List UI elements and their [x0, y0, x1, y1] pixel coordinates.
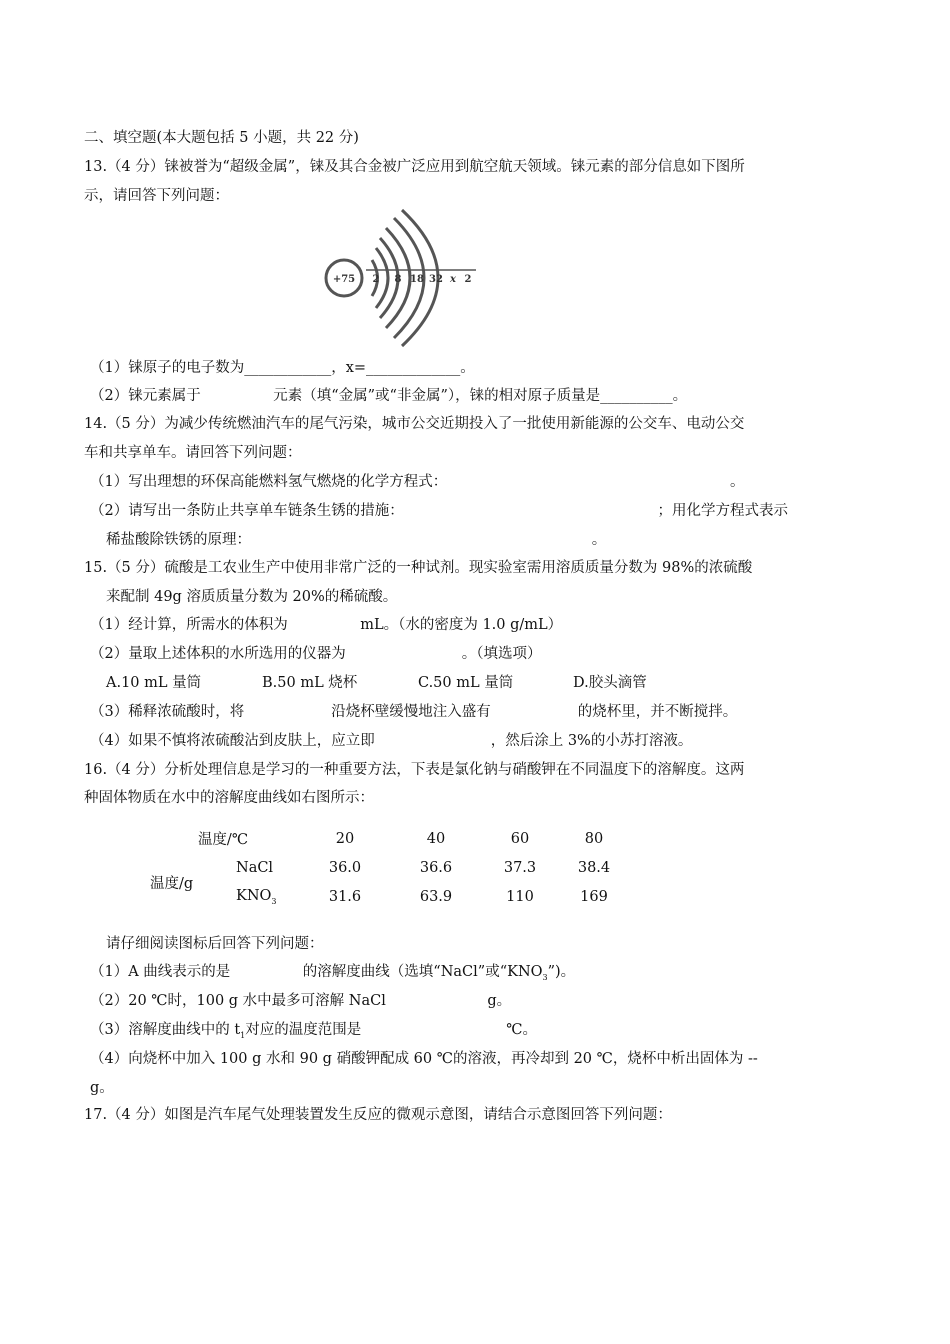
table-header-cell: 60: [510, 830, 530, 847]
nucleus-charge: +75: [332, 274, 356, 285]
q16-intro: 请仔细阅读图标后回答下列问题：: [106, 936, 324, 952]
table-header-cell: 40: [426, 830, 446, 847]
shell-label-3: 18: [410, 274, 424, 285]
q15-stem-line2: 来配制 49g 溶质质量分数为 20%的稀硫酸。: [106, 589, 398, 605]
table-row: [150, 824, 626, 853]
table-cell: 110: [506, 888, 534, 905]
table-cell: 38.4: [577, 859, 611, 876]
q16-stem-line2: 种固体物质在水中的溶解度曲线如右图所示：: [84, 790, 374, 806]
q17-stem: 17.（4 分）如图是汽车尾气处理装置发生反应的微观示意图，请结合示意图回答下列问题：: [84, 1107, 672, 1123]
q14-stem-line1: 14.（5 分）为减少传统燃油汽车的尾气污染，城市公交近期投入了一批使用新能源的公交车、电动公交: [84, 416, 745, 432]
table-cell: 37.3: [503, 859, 537, 876]
shell-label-4: 32: [429, 274, 443, 285]
q14-stem-line2: 车和共享单车。请回答下列问题：: [84, 445, 302, 461]
table-row: [150, 882, 626, 911]
q15-sub1: （1）经计算，所需水的体积为 mL。（水的密度为 1.0 g/mL）: [90, 617, 563, 633]
q14-sub2: （2）请写出一条防止共享单车链条生锈的措施： ；用化学方程式表示: [90, 503, 788, 519]
q16-sub2: （2）20 ℃时，100 g 水中最多可溶解 NaCl g。: [90, 993, 512, 1009]
table-header-cell: 80: [584, 830, 604, 847]
q16-sub3: （3）溶解度曲线中的 $t_1$对应的温度范围是 ℃。: [90, 1022, 537, 1040]
shell-label-6: 2: [464, 274, 472, 285]
table-cell: 36.6: [419, 859, 453, 876]
table-cell: 31.6: [328, 888, 362, 905]
table-row-label: $KNO_3$: [236, 887, 277, 906]
shell-label-1: 2: [372, 274, 380, 285]
q16-sub4: （4）向烧杯中加入 100 g 水和 90 g 硝酸钾配成 60 ℃的溶液，再冷却到 20 ℃，烧杯中析出固体为 --: [90, 1051, 758, 1067]
q16-sub1: （1）A 曲线表示的是 的溶解度曲线（选填“NaCl”或“$KNO_3$”)。: [90, 964, 576, 982]
q15-sub2: （2）量取上述体积的水所选用的仪器为 。（填选项）: [90, 646, 542, 662]
shell-label-5: x: [450, 274, 456, 285]
shell-label-2: 8: [394, 274, 402, 285]
q15-sub4: （4）如果不慎将浓硫酸沾到皮肤上，应立即 ，然后涂上 3%的小苏打溶液。: [90, 733, 693, 749]
q15-option-b: B.50 mL 烧杯: [262, 675, 358, 691]
q13-stem-line2: 示，请回答下列问题：: [84, 188, 229, 204]
table-row-group-label: 温度/g: [150, 875, 194, 892]
table-cell: 63.9: [419, 888, 453, 905]
table-row-label: NaCl: [236, 859, 274, 876]
q13-stem-line1: 13.（4 分）铼被誉为“超级金属”，铼及其合金被广泛应用到航空航天领域。铼元素的部分信息如下图所: [84, 159, 745, 175]
table-header-temperature: 温度/℃: [197, 832, 249, 848]
q14-sub1: （1）写出理想的环保高能燃料氢气燃烧的化学方程式： 。: [90, 474, 745, 490]
q15-sub3: （3）稀释浓硫酸时，将 沿烧杯壁缓慢地注入盛有 的烧杯里，并不断搅拌。: [90, 704, 738, 720]
q15-stem-line1: 15.（5 分）硫酸是工农业生产中使用非常广泛的一种试剂。现实验室需用溶质质量分数为 98%的浓硫酸: [84, 560, 753, 576]
q15-option-a: A.10 mL 量筒: [106, 675, 202, 691]
q15-option-c: C.50 mL 量筒: [418, 675, 514, 691]
q14-sub2-cont: 稀盐酸除铁锈的原理： 。: [106, 532, 607, 548]
table-row: [150, 853, 626, 882]
table-header-cell: 20: [335, 830, 355, 847]
solubility-table: [150, 824, 626, 911]
table-cell: 36.0: [328, 859, 362, 876]
q15-option-d: D.胶头滴管: [573, 675, 647, 691]
section-title: 二、填空题(本大题包括 5 小题，共 22 分): [84, 130, 359, 146]
table-cell: 169: [580, 888, 608, 905]
q13-sub1: （1）铼原子的电子数为____________，x=_____________。: [90, 360, 475, 376]
q16-sub4-cont: g。: [90, 1080, 114, 1096]
q13-sub2: （2）铼元素属于 元素（填“金属”或“非金属”），铼的相对原子质量是__________。: [90, 388, 688, 404]
q16-stem-line1: 16.（4 分）分析处理信息是学习的一种重要方法，下表是氯化钠与硝酸钾在不同温度下的溶解度。这两: [84, 762, 745, 778]
rhenium-atom-structure-diagram: [316, 208, 486, 348]
